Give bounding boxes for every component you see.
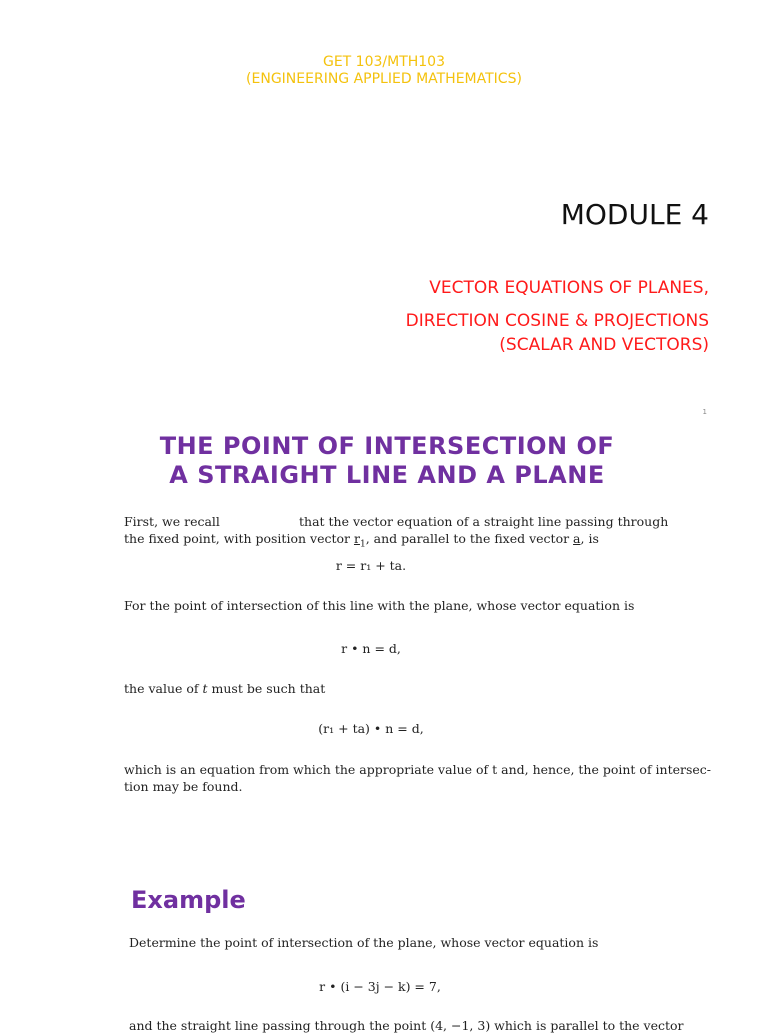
subtitle-line-3: (SCALAR AND VECTORS) [499,335,709,355]
paragraph-2: For the point of intersection of this line with the plane, whose vector equation is [124,598,635,613]
example-heading: Example [131,886,246,914]
paragraph-1-start: First, we recall [124,514,220,529]
paragraph-1-line-2: the fixed point, with position vector $r_1$, and parallel to the fixed vector a, is [124,531,599,550]
paragraph-1-cont: that the vector equation of a straight line passing through [299,514,669,529]
course-title: (ENGINEERING APPLIED MATHEMATICS) [246,71,522,87]
heading-line-2: A STRAIGHT LINE AND A PLANE [169,461,605,489]
subtitle-line-1: VECTOR EQUATIONS OF PLANES, [429,278,709,298]
equation-line: r = r₁ + ta. [335,558,407,573]
equation-plane: r • n = d, [341,641,401,656]
example-text-cut: and the straight line passing through the point (4, −1, 3) which is parallel to the vector [129,1018,684,1033]
course-code: GET 103/MTH103 [322,54,445,70]
subtitle-line-2: DIRECTION COSINE & PROJECTIONS [405,311,709,331]
equation-substituted: (r₁ + ta) • n = d, [318,721,424,736]
module-title: MODULE 4 [560,198,709,231]
page-number: 1 [702,408,707,416]
example-equation: r • (i − 3j − k) = 7, [319,979,441,994]
example-text: Determine the point of intersection of the plane, whose vector equation is [129,935,599,950]
paragraph-3: the value of t must be such that [124,681,326,696]
heading-line-1: THE POINT OF INTERSECTION OF [159,432,615,460]
paragraph-4-line-1: which is an equation from which the appropriate value of t and, hence, the point of intersec- [124,762,712,777]
paragraph-4-line-2: tion may be found. [124,779,243,794]
